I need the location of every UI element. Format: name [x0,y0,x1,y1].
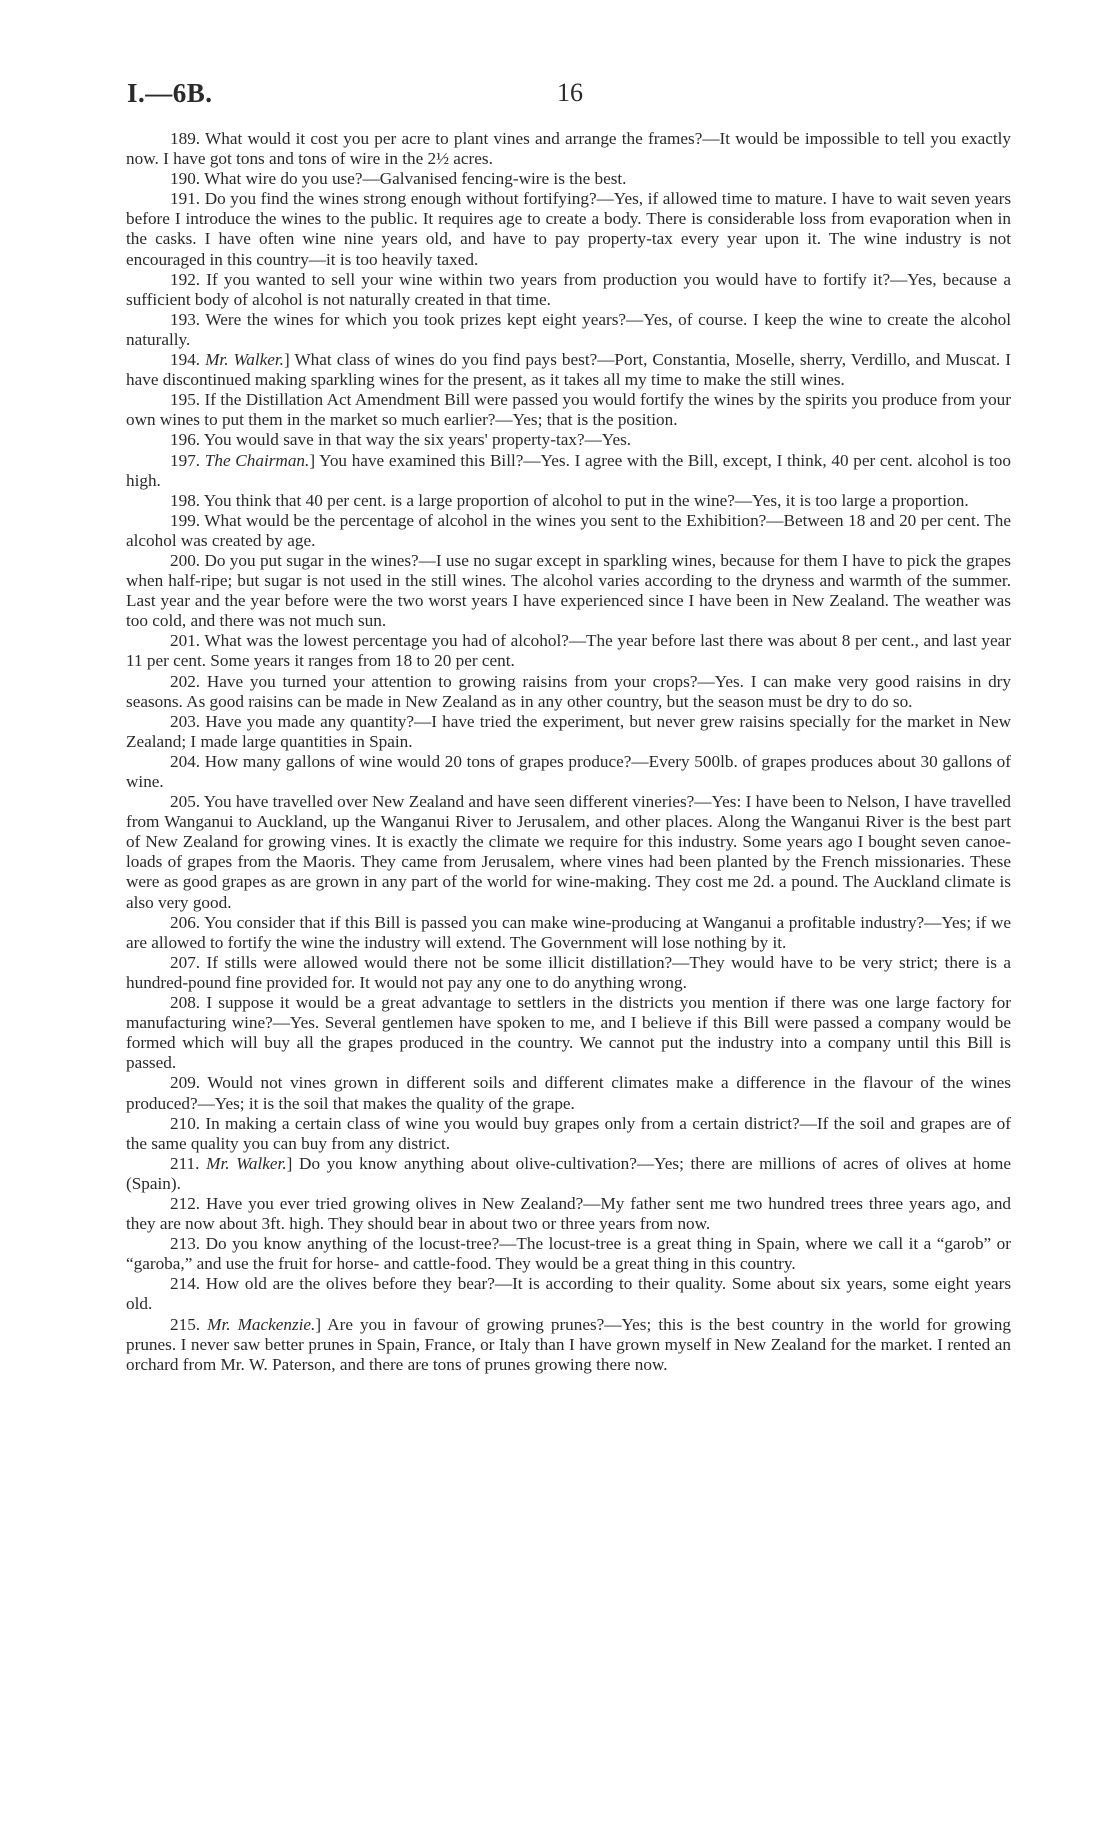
question-number: 215. [170,1314,201,1334]
qa-text: Have you ever tried growing olives in New Zealand?—My father sent me two hundred trees three years ago, and they are now about 3ft. high. They should bear in about two or three years from now. [126,1193,1012,1234]
qa-text: How old are the olives before they bear?—It is according to their quality. Some about six years, some eight years old. [126,1274,1012,1314]
speaker-bracket: ] [286,1153,293,1173]
question-number: 205. [170,792,201,812]
question-number: 211. [170,1153,200,1173]
qa-entry [126,129,1011,169]
qa-entry [126,913,1011,953]
qa-entry [126,169,1011,189]
question-number: 197. [170,450,201,470]
question-number: 206. [170,912,201,932]
question-number: 198. [170,490,201,510]
qa-entry [126,310,1011,350]
question-number: 192. [170,269,201,289]
qa-entry [126,1073,1011,1113]
qa-entry [126,1154,1011,1194]
speaker-name: The Chairman. [204,450,310,470]
qa-text: If stills were allowed would there not be some illicit distillation?—They would have to be very strict; there is a hundred-pound fine provided for. It would not pay any one to do anything wrong. [126,952,1011,992]
qa-text: You have travelled over New Zealand and have seen different vineries?—Yes: I have been to Nelson, I have travelled from Wanganui to Auckland, up the Wanganui River to Jerusalem, and other places. Along the Wanganui River is the best part of New Zealand for growing vines. It is exactly the climate we require for this industry. Some years ago I bought seven canoe-loads of grapes from the Maoris. They came from Jerusalem, where vines had been planted by the French missionaries. These were as good grapes as are grown in any part of the world for wine-making. They cost me 2d. a pound. The Auckland climate is also very good. [126,792,1011,912]
qa-entry [126,511,1011,551]
qa-text: You consider that if this Bill is passed you can make wine-producing at Wanganui a profitable industry?—Yes; if we are allowed to fortify the wine the industry will extend. The Government will lose nothing by it. [126,912,1011,952]
qa-text: What would it cost you per acre to plant vines and arrange the frames?—It would be impossible to tell you exactly now. I have got tons and tons of wire in the 2½ acres. [126,129,1011,169]
qa-text: Have you made any quantity?—I have tried the experiment, but never grew raisins specially for the market in New Zealand; I made large quantities in Spain. [126,711,1012,751]
qa-entry [126,430,1011,450]
qa-entry [126,792,1011,913]
question-number: 207. [170,952,201,972]
question-number: 210. [170,1113,201,1133]
speaker-bracket: ] [315,1314,322,1334]
qa-text: You would save in that way the six years' property-tax?—Yes. [203,430,632,450]
qa-entry [126,752,1011,792]
question-number: 202. [170,671,201,691]
qa-entry [126,189,1011,269]
question-number: 191. [170,189,201,209]
question-number: 189. [170,129,201,148]
qa-text: Do you put sugar in the wines?—I use no sugar except in sparkling wines, because for them I have to pick the grapes when half-ripe; but sugar is not used in the still wines. The alcohol varies according to the dryness and warmth of the summer. Last year and the year before were the two worst years I have experienced since I have been in New Zealand. The weather was too cold, and there was not much sun. [126,550,1012,631]
question-number: 203. [170,711,201,731]
question-number: 214. [170,1274,201,1294]
qa-text: Have you turned your attention to growing raisins from your crops?—Yes. I can make very good raisins in dry seasons. As good raisins can be made in New Zealand as in any other country, but the season must be dry to do so. [126,671,1011,711]
qa-text: Do you know anything about olive-cultivation?—Yes; there are millions of acres of olives at home (Spain). [126,1153,1012,1193]
qa-text: What wire do you use?—Galvanised fencing-wire is the best. [204,169,627,189]
testimony-body [126,129,1011,1375]
qa-entry [126,1114,1011,1154]
qa-text: How many gallons of wine would 20 tons of grapes produce?—Every 500lb. of grapes produces about 30 gallons of wine. [126,751,1011,791]
qa-entry [126,1234,1011,1274]
qa-entry [126,953,1011,993]
qa-text: What was the lowest percentage you had of alcohol?—The year before last there was about 8 per cent., and last year 11 per cent. Some years it ranges from 18 to 20 per cent. [126,631,1011,671]
question-number: 200. [170,550,201,570]
question-number: 190. [170,169,201,189]
qa-text: If the Distillation Act Amendment Bill were passed you would fortify the wines by the spirits you produce from your own wines to put them in the market so much earlier?—Yes; that is the position. [126,390,1011,430]
qa-text: You think that 40 per cent. is a large proportion of alcohol to put in the wine?—Yes, it is too large a proportion. [203,490,969,510]
qa-text: In making a certain class of wine you would buy grapes only from a certain district?—If the soil and grapes are of the same quality you can buy from any district. [126,1113,1012,1153]
question-number: 193. [170,309,201,329]
qa-text: Are you in favour of growing prunes?—Yes; this is the best country in the world for growing prunes. I never saw better prunes in Spain, France, or Italy than I have grown myself in New Zealand for the market. I rented an orchard from Mr. W. Paterson, and there are tons of prunes growing there now. [126,1314,1011,1374]
question-number: 199. [170,510,201,530]
qa-entry [126,390,1011,430]
document-reference: I.—6B. [127,78,213,108]
qa-entry [126,1315,1011,1375]
question-number: 204. [170,751,201,771]
qa-text: You have examined this Bill?—Yes. I agree with the Bill, except, I think, 40 per cent. alcohol is too high. [126,450,1011,490]
qa-entry [126,551,1011,631]
question-number: 195. [170,390,201,410]
speaker-name: Mr. Walker. [205,350,284,370]
qa-entry [126,712,1011,752]
qa-text: Do you know anything of the locust-tree?—The locust-tree is a great thing in Spain, where we call it a “garob” or “garoba,” and use the fruit for horse- and cattle-food. They would be a great thing in this country. [126,1234,1012,1274]
qa-text: If you wanted to sell your wine within two years from production you would have to fortify it?—Yes, because a sufficient body of alcohol is not naturally created in that time. [126,269,1011,309]
qa-text: What would be the percentage of alcohol in the wines you sent to the Exhibition?—Between 18 and 20 per cent. The alcohol was created by age. [126,510,1011,550]
speaker-bracket: ] [283,350,290,370]
question-number: 212. [170,1193,201,1213]
qa-entry [126,270,1011,310]
question-number: 208. [170,993,201,1013]
qa-entry [126,491,1011,511]
qa-text: I suppose it would be a great advantage to settlers in the districts you mention if there was one large factory for manufacturing wine?—Yes. Several gentlemen have spoken to me, and I believe if this Bill were passed a company would be formed which will buy all the grapes produced in the country. We cannot put the industry into a company until this Bill is passed. [126,993,1011,1073]
qa-entry [126,631,1011,671]
qa-text: Were the wines for which you took prizes kept eight years?—Yes, of course. I keep the wine to create the alcohol naturally. [126,309,1011,349]
qa-entry [126,350,1011,390]
speaker-name: Mr. Mackenzie. [207,1314,316,1334]
speaker-bracket: ] [309,450,316,470]
speaker-name: Mr. Walker. [206,1153,287,1173]
question-number: 201. [170,631,201,651]
page-number: 16 [557,78,583,107]
question-number: 213. [170,1234,201,1254]
qa-entry [126,993,1011,1073]
qa-text: What class of wines do you find pays best?—Port, Constantia, Moselle, sherry, Verdillo, and Muscat. I have discontinued making sparkling wines for the present, as it takes all my time to make the still wines. [126,350,1011,390]
qa-entry [126,1274,1011,1314]
question-number: 194. [170,350,201,370]
qa-entry [126,1194,1011,1234]
question-number: 209. [170,1073,201,1093]
qa-entry [126,672,1011,712]
page-header [127,78,1007,108]
qa-text: Would not vines grown in different soils and different climates make a difference in the flavour of the wines produced?—Yes; it is the soil that makes the quality of the grape. [126,1073,1011,1113]
qa-text: Do you find the wines strong enough without fortifying?—Yes, if allowed time to mature. I have to wait seven years before I introduce the wines to the public. It requires age to create a body. There is considerable loss from evaporation when in the casks. I have often wine nine years old, and have to pay property-tax every year upon it. The wine industry is not encouraged in this country—it is too heavily taxed. [126,189,1012,269]
qa-entry [126,451,1011,491]
question-number: 196. [170,430,201,450]
